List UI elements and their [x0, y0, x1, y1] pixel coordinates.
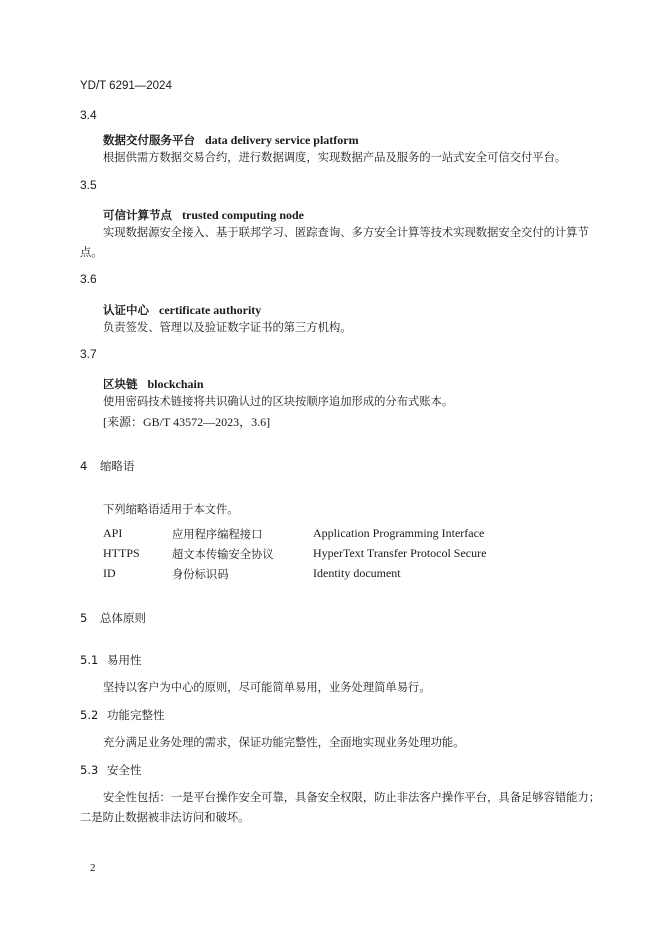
- subsection-text: 安全性包括：一是平台操作安全可靠，具备安全权限，防止非法客户操作平台，具备足够容错能力；: [103, 791, 601, 804]
- abbreviation: API: [103, 526, 123, 540]
- section-title: 缩略语: [100, 459, 135, 473]
- subsection-number: 5.2: [80, 708, 99, 722]
- abbreviation-zh: 身份标识码: [172, 568, 229, 581]
- term-zh: 区块链: [103, 377, 138, 391]
- subsection-title: 易用性: [107, 653, 142, 667]
- term-heading: [103, 302, 261, 318]
- term-zh: 认证中心: [103, 303, 149, 317]
- term-number: 3.5: [80, 178, 97, 192]
- term-en: certificate authority: [159, 303, 262, 317]
- abbreviation: HTTPS: [103, 546, 140, 560]
- term-definition: 实现数据源安全接入、基于联邦学习、匿踪查询、多方安全计算等技术实现数据安全交付的计算节: [103, 226, 589, 239]
- abbreviation-en: Identity document: [313, 566, 401, 580]
- abbreviation-zh: 应用程序编程接口: [172, 528, 263, 541]
- term-en: data delivery service platform: [205, 133, 359, 147]
- term-definition: 负责签发、管理以及验证数字证书的第三方机构。: [103, 321, 352, 334]
- section-number: 4: [80, 459, 88, 473]
- term-heading: [103, 132, 359, 148]
- section-intro: 下列缩略语适用于本文件。: [103, 503, 239, 516]
- term-number: 3.6: [80, 272, 97, 286]
- abbreviation: ID: [103, 566, 116, 580]
- subsection-text: 坚持以客户为中心的原则，尽可能简单易用，业务处理简单易行。: [103, 681, 431, 694]
- subsection-title: 安全性: [107, 763, 142, 777]
- term-number: 3.7: [80, 347, 97, 361]
- term-heading: [103, 376, 204, 392]
- subsection-heading: [80, 652, 142, 668]
- term-source: [来源：GB/T 43572—2023，3.6]: [103, 415, 271, 429]
- term-en: blockchain: [147, 377, 204, 391]
- term-definition: 使用密码技术链接将共识确认过的区块按顺序追加形成的分布式账本。: [103, 395, 454, 408]
- section-title: 总体原则: [100, 611, 146, 625]
- page-number: 2: [90, 862, 96, 874]
- abbreviation-en: HyperText Transfer Protocol Secure: [313, 546, 487, 560]
- term-definition: 根据供需方数据交易合约，进行数据调度，实现数据产品及服务的一站式安全可信交付平台。: [103, 151, 567, 164]
- document-id: YD/T 6291—2024: [80, 80, 172, 92]
- subsection-heading: [80, 707, 165, 723]
- term-zh: 数据交付服务平台: [103, 133, 195, 147]
- subsection-text-continued: 二是防止数据被非法访问和破坏。: [80, 811, 250, 824]
- abbreviation-en: Application Programming Interface: [313, 526, 485, 540]
- abbreviation-zh: 超文本传输安全协议: [172, 548, 274, 561]
- term-en: trusted computing node: [182, 208, 305, 222]
- subsection-heading: [80, 762, 142, 778]
- section-heading: [80, 610, 146, 626]
- term-number: 3.4: [80, 108, 97, 122]
- subsection-number: 5.3: [80, 763, 99, 777]
- subsection-title: 功能完整性: [107, 708, 165, 722]
- term-zh: 可信计算节点: [103, 208, 172, 222]
- term-definition-continued: 点。: [80, 246, 103, 259]
- section-heading: [80, 458, 135, 474]
- subsection-number: 5.1: [80, 653, 99, 667]
- term-heading: [103, 207, 304, 223]
- section-number: 5: [80, 611, 88, 625]
- subsection-text: 充分满足业务处理的需求，保证功能完整性，全面地实现业务处理功能。: [103, 736, 465, 749]
